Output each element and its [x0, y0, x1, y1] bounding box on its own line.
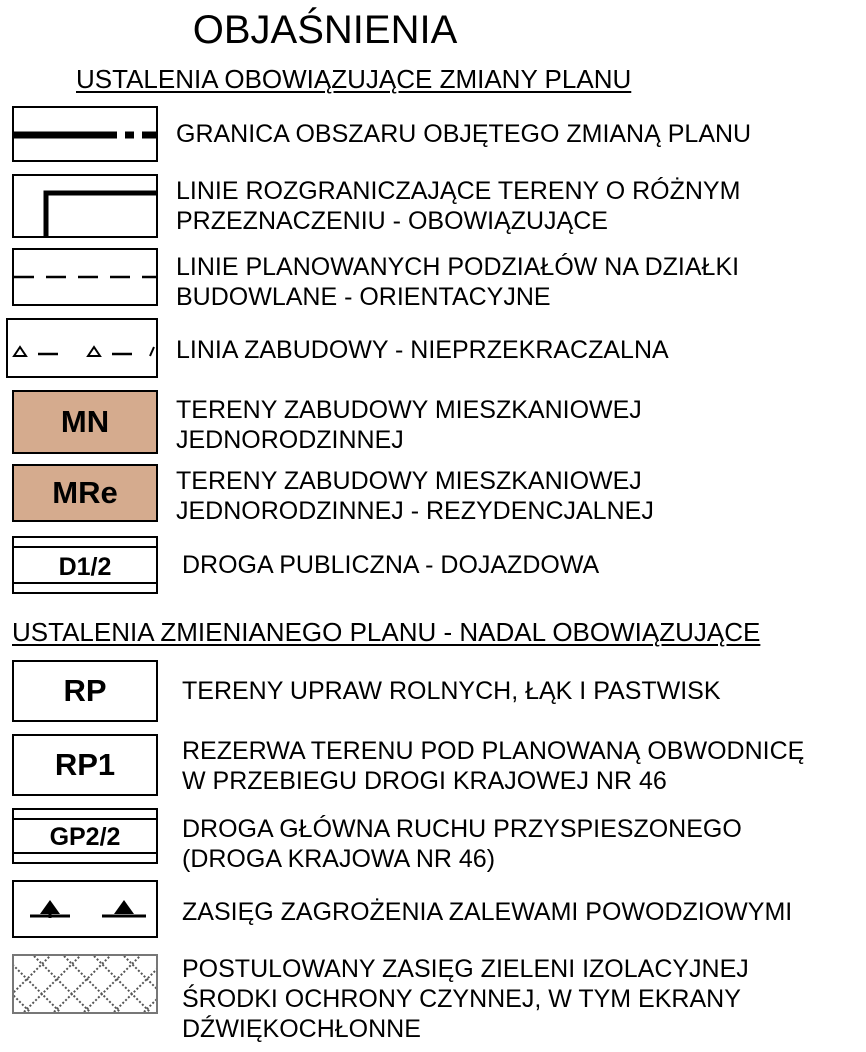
code-box-rp1 — [12, 734, 158, 796]
legend-label-mre: TERENY ZABUDOWY MIESZKANIOWEJ JEDNORODZINNEJ - REZYDENCJALNEJ — [176, 467, 654, 525]
legend-title: OBJAŚNIENIA — [192, 8, 458, 52]
dashed-line-icon — [12, 248, 158, 306]
legend-label-flood-zone: ZASIĘG ZAGROŻENIA ZALEWAMI POWODZIOWYMI — [182, 898, 793, 926]
code-mre: MRe — [52, 475, 118, 510]
demarcation-line-icon — [12, 174, 158, 238]
code-mn: MN — [60, 404, 110, 439]
legend-label-building-line: LINIA ZABUDOWY - NIEPRZEKRACZALNA — [176, 336, 669, 364]
legend-label-mn: TERENY ZABUDOWY MIESZKANIOWEJ JEDNORODZINNEJ — [176, 396, 642, 454]
code-rp: RP — [63, 673, 107, 708]
code-box-rp — [12, 660, 158, 722]
code-rp1: RP1 — [54, 747, 116, 782]
legend-label-demarcation: LINIE ROZGRANICZAJĄCE TERENY O RÓŻNYM PRZEZNACZENIU - OBOWIĄZUJĄCE — [176, 177, 741, 235]
legend-label-gp22: DROGA GŁÓWNA RUCHU PRZYSPIESZONEGO (DROGA KRAJOWA NR 46) — [182, 815, 742, 873]
code-d12: D1/2 — [14, 552, 156, 584]
section-heading-current: USTALENIA OBOWIĄZUJĄCE ZMIANY PLANU — [76, 64, 632, 94]
road-edge-line — [14, 538, 156, 548]
section-heading-previous: USTALENIA ZMIENIANEGO PLANU - NADAL OBOWIĄZUJĄCE — [12, 617, 761, 647]
building-line-icon — [6, 318, 158, 378]
road-edge-line — [14, 810, 156, 820]
code-box-mre — [12, 464, 158, 522]
code-gp22: GP2/2 — [14, 822, 156, 854]
legend-label-green-belt: POSTULOWANY ZASIĘG ZIELENI IZOLACYJNEJ ŚRODKI OCHRONY CZYNNEJ, W TYM EKRANY DŹWIĘKOCHŁONNE — [182, 955, 749, 1043]
flood-zone-icon — [12, 880, 158, 938]
legend-label-rp: TERENY UPRAW ROLNYCH, ŁĄK I PASTWISK — [182, 677, 721, 705]
boundary-line-icon — [12, 106, 158, 162]
legend-label-dashed: LINIE PLANOWANYCH PODZIAŁÓW NA DZIAŁKI BUDOWLANE - ORIENTACYJNE — [176, 253, 740, 311]
green-belt-hatch-icon — [12, 954, 158, 1014]
legend-label-rp1: REZERWA TERENU POD PLANOWANĄ OBWODNICĘ W PRZEBIEGU DROGI KRAJOWEJ NR 46 — [182, 737, 805, 795]
code-box-d12 — [12, 536, 158, 594]
legend-label-d12: DROGA PUBLICZNA - DOJAZDOWA — [182, 551, 600, 579]
legend-label-boundary: GRANICA OBSZARU OBJĘTEGO ZMIANĄ PLANU — [176, 120, 752, 148]
code-box-mn — [12, 390, 158, 454]
code-box-gp22 — [12, 808, 158, 864]
